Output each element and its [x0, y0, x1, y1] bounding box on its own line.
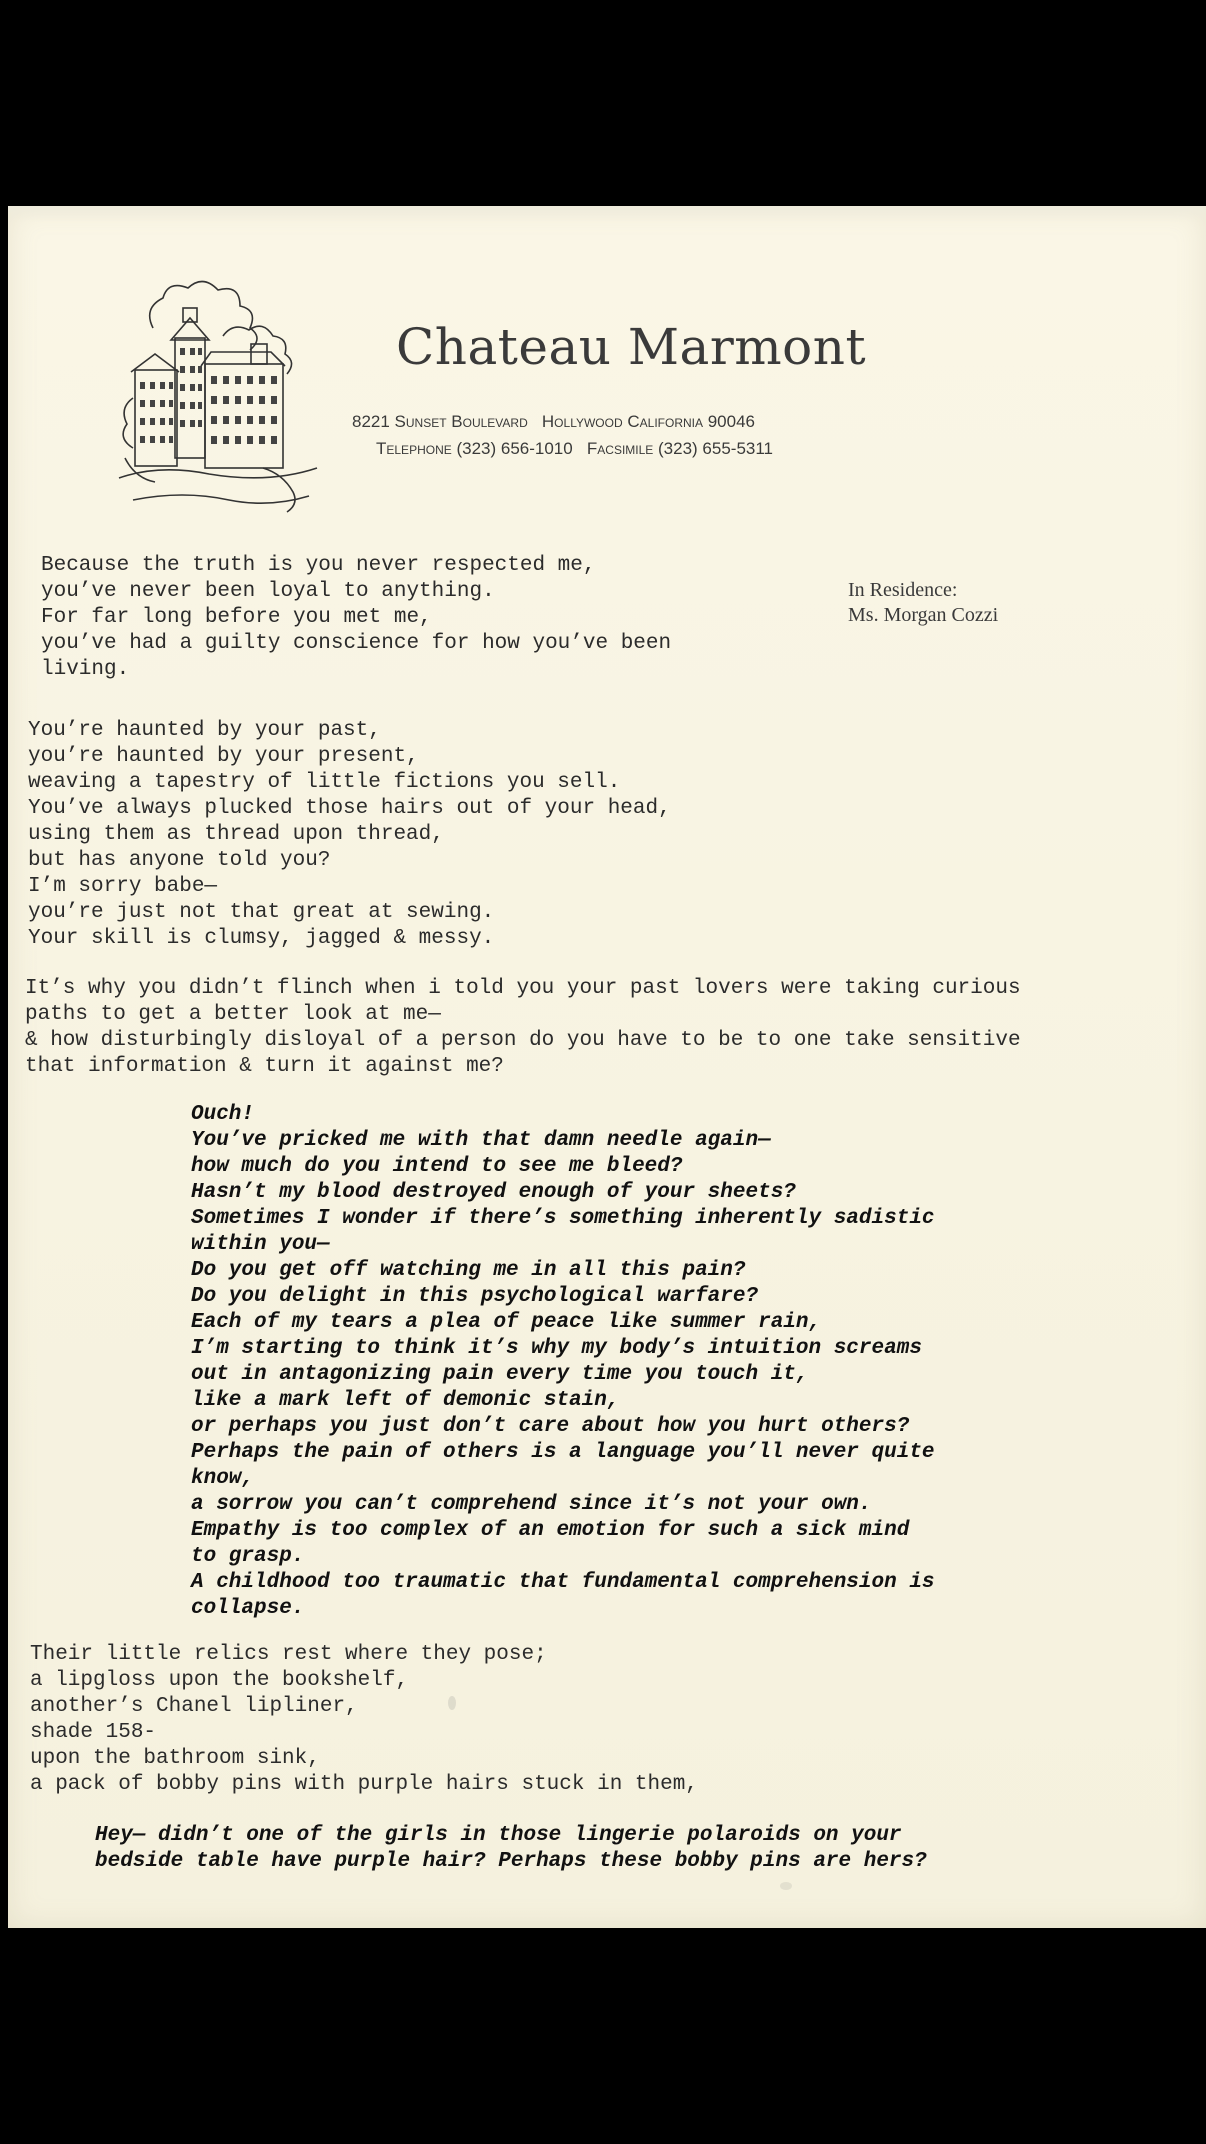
residence-name: Ms. Morgan Cozzi	[848, 604, 999, 626]
address-line-1: 8221 Sunset Boulevard Hollywood California 90046	[352, 412, 755, 431]
stanza-1: Because the truth is you never respected me, you’ve never been loyal to anything. For far long before you met me, you’ve had a guilty conscience for how you’ve been living.	[41, 554, 672, 681]
hotel-building-icon	[113, 278, 321, 518]
paper-smudge	[448, 1696, 456, 1710]
stanza-3: It’s why you didn’t flinch when i told you your past lovers were taking curious paths to get a better look at me— & how disturbingly disloyal of a person do you have to be to one take sensitive that information & turn it against me?	[25, 977, 1021, 1078]
paper-smudge	[780, 1882, 792, 1890]
stanza-6: Hey— didn’t one of the girls in those lingerie polaroids on your bedside table have purple hair? Perhaps these bobby pins are hers?	[95, 1824, 927, 1873]
address-line-2: Telephone (323) 656-1010 Facsimile (323) 655-5311	[376, 439, 773, 458]
stanza-4: Ouch! You’ve pricked me with that damn needle again— how much do you intend to see me bleed? Hasn’t my blood destroyed enough of your sheets? Sometimes I wonder if there’s something inherently sadistic within you— Do you get off watching me in all this pain? Do you delight in this psychological warfare? Each of my tears a plea of peace like summer rain, I’m starting to think it’s why my body’s intuition screams out in antagonizing pain every time you touch it, like a mark left of demonic stain, or perhaps you just don’t care about how you hurt others? Perhaps the pain of others is a language you’ll never quite know, a sorrow you can’t comprehend since it’s not your own. Empathy is too complex of an emotion for such a sick mind to grasp. A childhood too traumatic that fundamental comprehension is collapse.	[191, 1103, 935, 1620]
letter-page	[8, 206, 1206, 1928]
residence-label: In Residence:	[848, 579, 958, 601]
paper-edge-shadow	[8, 206, 1206, 222]
stanza-5: Their little relics rest where they pose; a lipgloss upon the bookshelf, another’s Chanel lipliner, shade 158- upon the bathroom sink, a pack of bobby pins with purple hairs stuck in them,	[30, 1643, 698, 1796]
letterhead-address	[352, 408, 912, 462]
letterhead-title: Chateau Marmont	[396, 318, 867, 376]
residence-block	[848, 578, 998, 628]
stanza-2: You’re haunted by your past, you’re haunted by your present, weaving a tapestry of little fictions you sell. You’ve always plucked those hairs out of your head, using them as thread upon thread, but has anyone told you? I’m sorry babe— you’re just not that great at sewing. Your skill is clumsy, jagged & messy.	[28, 719, 671, 950]
